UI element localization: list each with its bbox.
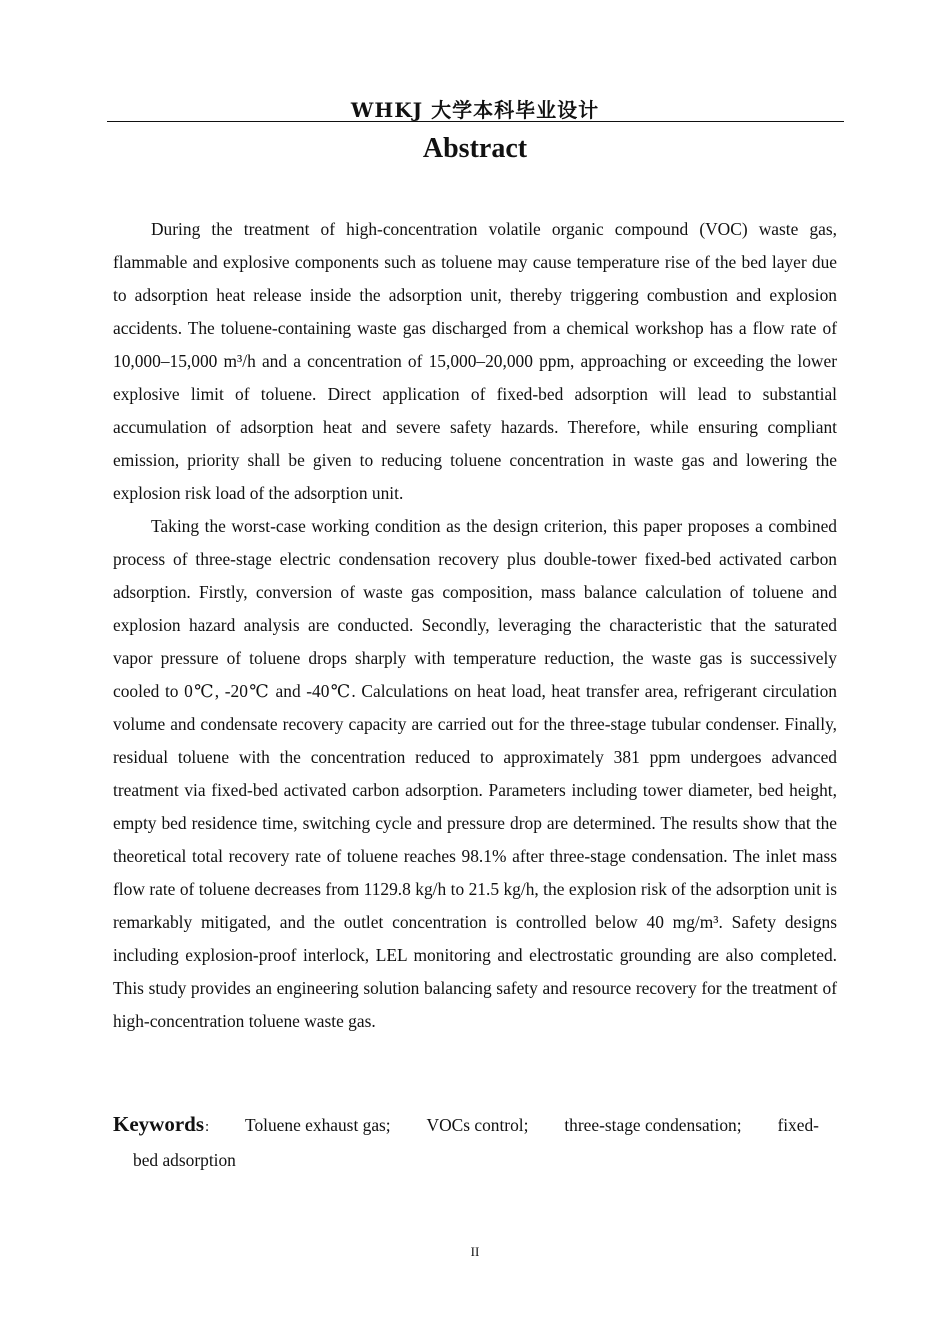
abstract-heading: Abstract — [422, 133, 528, 164]
keywords-separator: : — [205, 1119, 210, 1135]
keywords-section — [113, 1108, 819, 1177]
keywords-label: Keywords — [113, 1112, 204, 1136]
abstract-paragraph-1: During the treatment of high-concentration volatile organic compound (VOC) waste gas, flammable and explosive components such as toluene may cause temperature rise of the bed layer due to adsorption heat release inside the adsorption unit, thereby triggering combustion and explosion accidents. The toluene-containing waste gas discharged from a chemical workshop has a flow rate of 10,000–15,000 m³/h and a concentration of 15,000–20,000 ppm, approaching or exceeding the lower explosive limit of toluene. Direct application of fixed-bed adsorption will lead to substantial accumulation of adsorption heat and severe safety hazards. Therefore, while ensuring compliant emission, priority shall be given to reducing toluene concentration in waste gas and lowering the explosion risk load of the adsorption unit. — [113, 219, 837, 503]
keyword-item: three-stage condensation; — [564, 1115, 742, 1135]
header-divider — [107, 121, 844, 122]
abstract-paragraph-2: Taking the worst-case working condition as the design criterion, this paper proposes a combined process of three-stage electric condensation recovery plus double-tower fixed-bed activated carbon adsorption. Firstly, conversion of waste gas composition, mass balance calculation of toluene and explosion hazard analysis are conducted. Secondly, leveraging the characteristic that the saturated vapor pressure of toluene drops sharply with temperature reduction, the waste gas is successively cooled to 0℃, -20℃ and -40℃. Calculations on heat load, heat transfer area, refrigerant circulation volume and condensate recovery capacity are carried out for the three-stage tubular condenser. Finally, residual toluene with the concentration reduced to approximately 381 ppm undergoes advanced treatment via fixed-bed activated carbon adsorption. Parameters including tower diameter, bed height, empty bed residence time, switching cycle and pressure drop are determined. The results show that the theoretical total recovery rate of toluene reaches 98.1% after three-stage condensation. The inlet mass flow rate of toluene decreases from 1129.8 kg/h to 21.5 kg/h, the explosion risk of the adsorption unit is remarkably mitigated, and the outlet concentration is controlled below 40 mg/m³. Safety designs including explosion-proof interlock, LEL monitoring and electrostatic grounding are also completed. This study provides an engineering solution balancing safety and resource recovery for the treatment of high-concentration toluene waste gas. — [113, 516, 837, 1031]
keywords-continuation: bed adsorption — [133, 1150, 236, 1170]
page-number: II — [470, 1244, 480, 1259]
keyword-item: Toluene exhaust gas; — [245, 1115, 391, 1135]
keywords-label-group — [113, 1108, 209, 1144]
keyword-item: VOCs control; — [426, 1115, 529, 1135]
page-header-title: WHKJ 大学本科毕业设计 — [350, 98, 600, 122]
keyword-item: fixed- — [777, 1115, 819, 1135]
keywords-line — [113, 1108, 819, 1144]
abstract-body — [113, 213, 837, 1038]
